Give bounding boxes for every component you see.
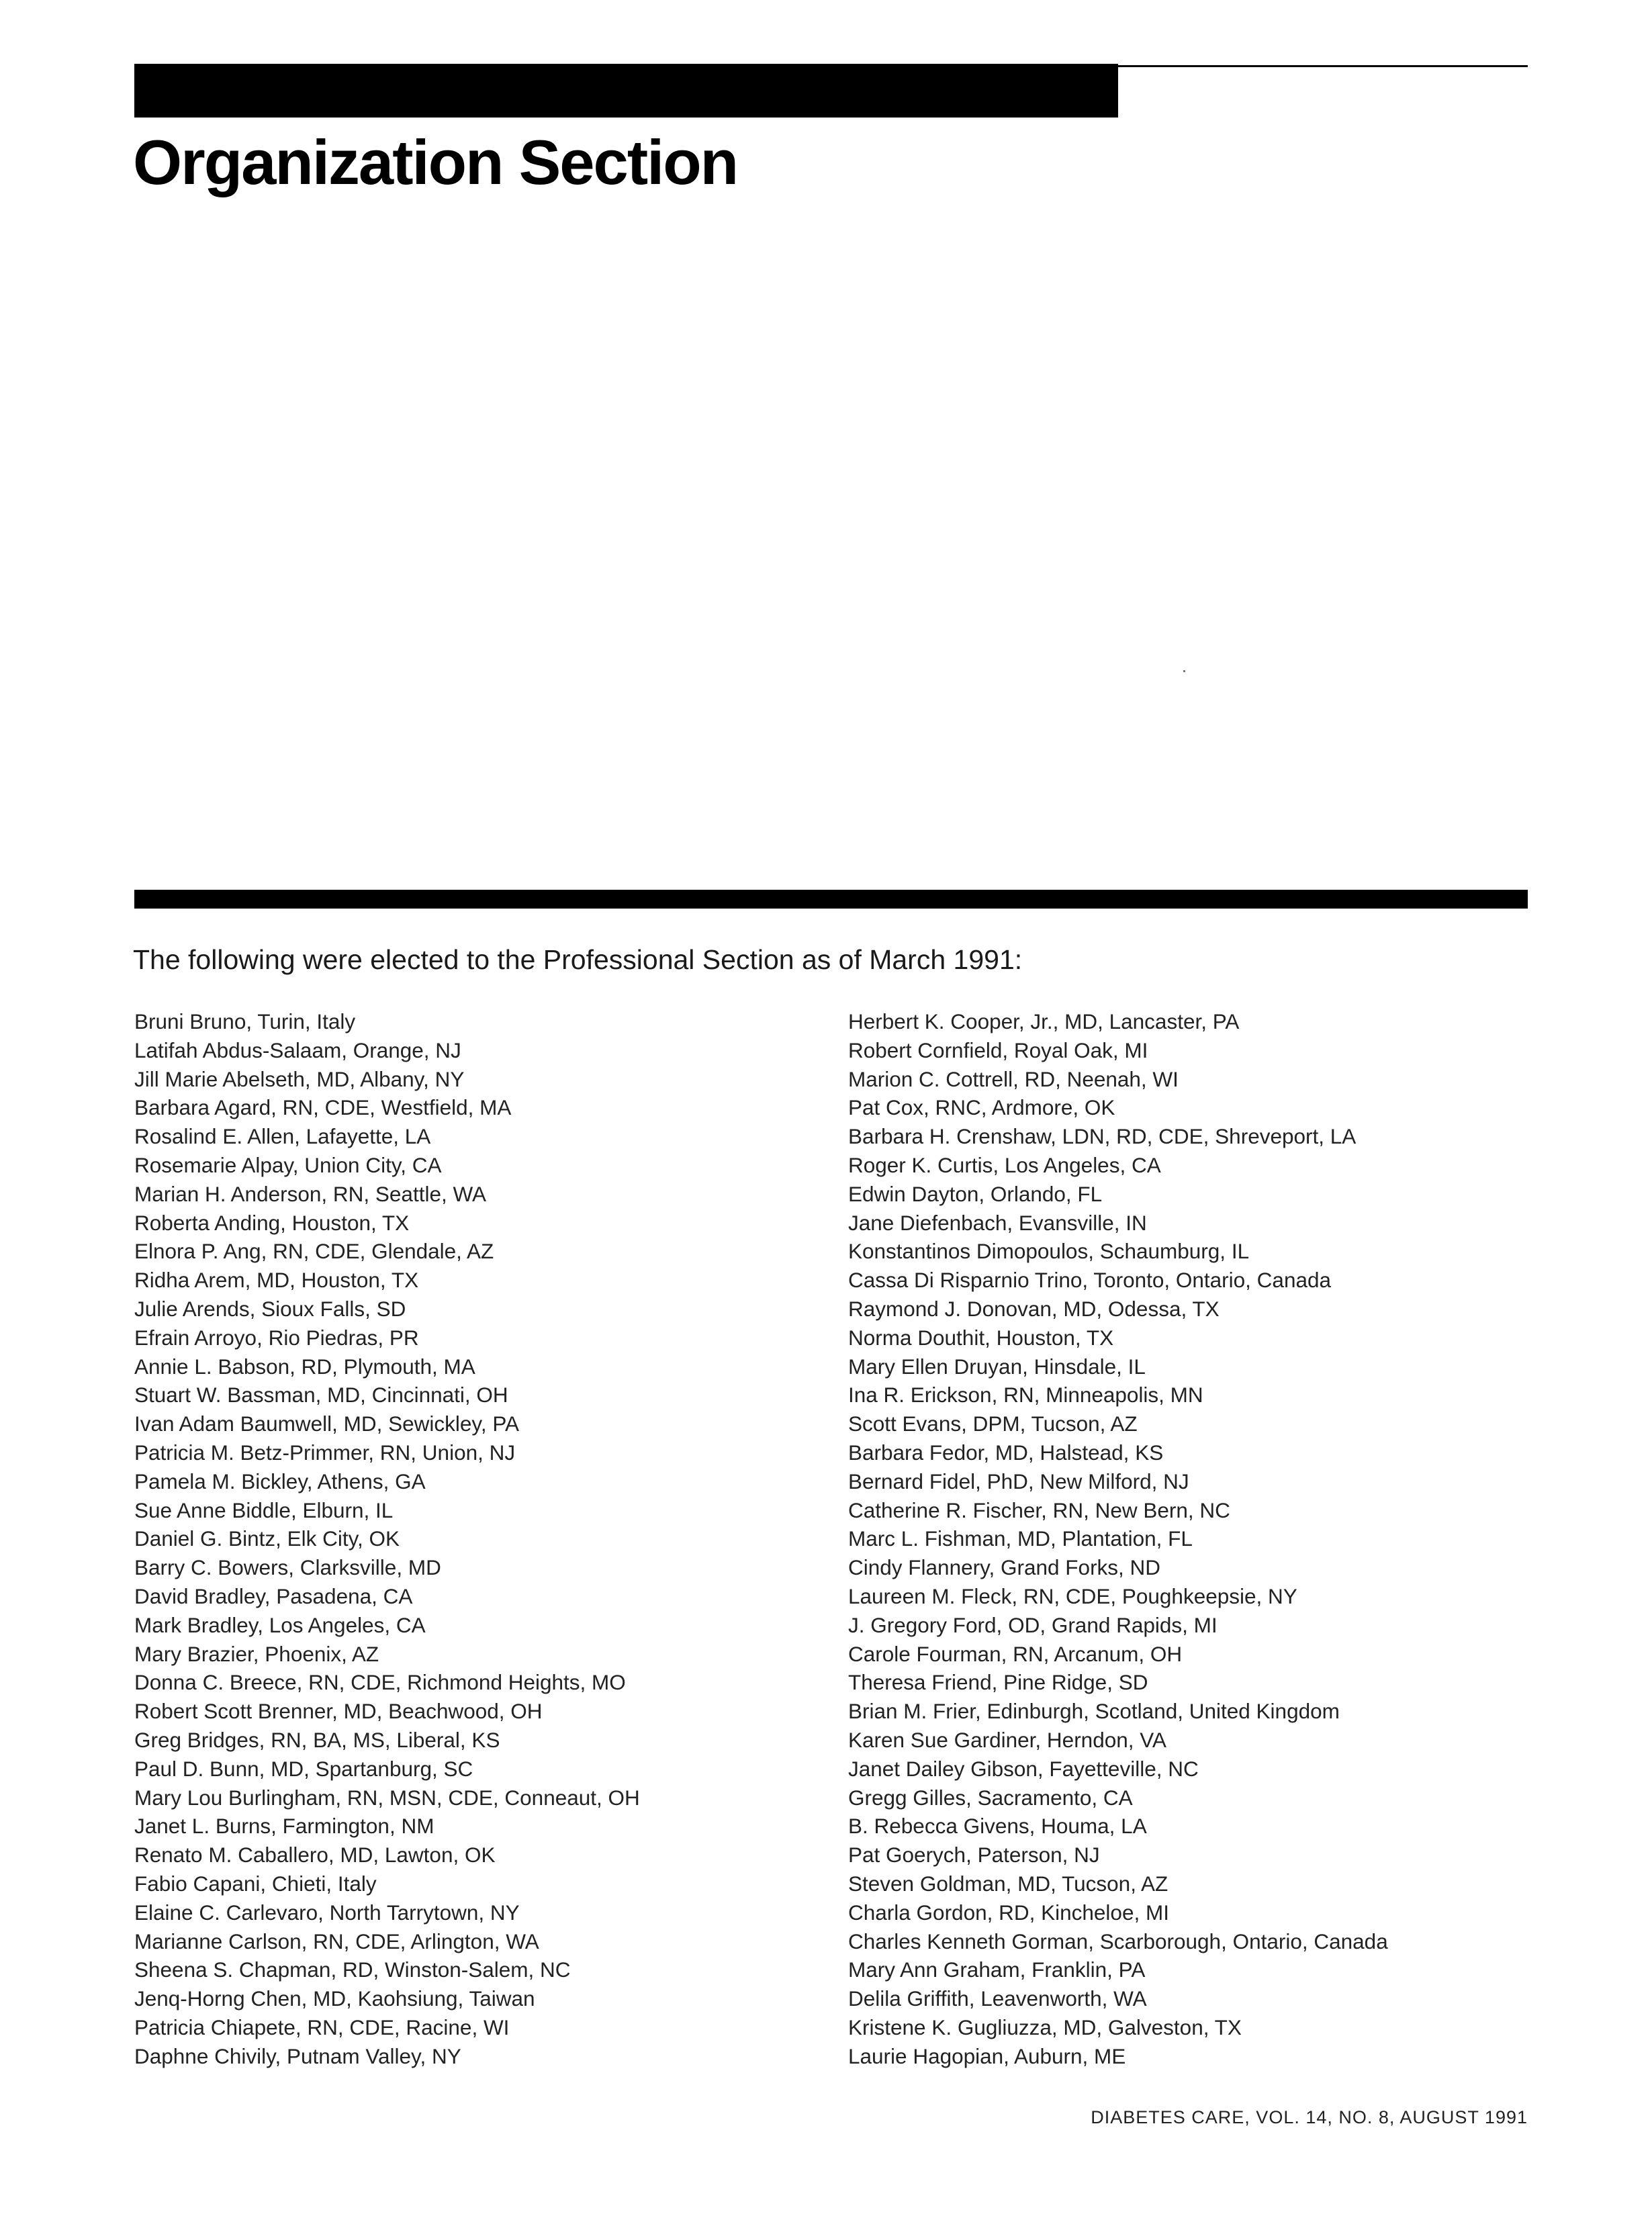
member-entry: Patricia Chiapete, RN, CDE, Racine, WI [134, 2015, 510, 2039]
member-entry: Sheena S. Chapman, RD, Winston-Salem, NC [134, 1957, 571, 1982]
header-bar [134, 64, 1118, 118]
member-entry: Laurie Hagopian, Auburn, ME [848, 2043, 1126, 2068]
member-entry: Barbara H. Crenshaw, LDN, RD, CDE, Shreveport, LA [848, 1124, 1357, 1149]
member-entry: Mark Bradley, Los Angeles, CA [134, 1612, 426, 1637]
member-entry: Latifah Abdus-Salaam, Orange, NJ [134, 1037, 461, 1062]
member-entry: Ina R. Erickson, RN, Minneapolis, MN [848, 1383, 1203, 1407]
member-entry: Catherine R. Fischer, RN, New Bern, NC [848, 1497, 1230, 1522]
scan-speck [1183, 670, 1185, 672]
member-entry: Pat Goerych, Paterson, NJ [848, 1843, 1100, 1867]
member-entry: Barbara Fedor, MD, Halstead, KS [848, 1440, 1164, 1465]
member-entry: Marian H. Anderson, RN, Seattle, WA [134, 1181, 487, 1206]
member-entry: Jane Diefenbach, Evansville, IN [848, 1210, 1147, 1235]
member-entry: Efrain Arroyo, Rio Piedras, PR [134, 1325, 419, 1350]
journal-citation: DIABETES CARE, VOL. 14, NO. 8, AUGUST 1991 [1091, 2107, 1528, 2127]
member-entry: Karen Sue Gardiner, Herndon, VA [848, 1727, 1166, 1752]
member-entry: Mary Ann Graham, Franklin, PA [848, 1957, 1146, 1982]
member-entry: Cassa Di Risparnio Trino, Toronto, Ontario, Canada [848, 1268, 1332, 1293]
member-entry: B. Rebecca Givens, Houma, LA [848, 1814, 1147, 1839]
members-list-right [848, 1007, 1388, 2070]
member-entry: Rosalind E. Allen, Lafayette, LA [134, 1124, 431, 1149]
member-entry: Pamela M. Bickley, Athens, GA [134, 1469, 426, 1493]
member-entry: Bruni Bruno, Turin, Italy [134, 1009, 356, 1033]
member-entry: Pat Cox, RNC, Ardmore, OK [848, 1095, 1115, 1120]
member-entry: Robert Cornfield, Royal Oak, MI [848, 1037, 1148, 1062]
member-entry: Gregg Gilles, Sacramento, CA [848, 1785, 1133, 1810]
member-entry: Roger K. Curtis, Los Angeles, CA [848, 1152, 1161, 1177]
member-entry: Ridha Arem, MD, Houston, TX [134, 1268, 419, 1293]
member-entry: Patricia M. Betz-Primmer, RN, Union, NJ [134, 1440, 516, 1465]
member-entry: Barry C. Bowers, Clarksville, MD [134, 1555, 441, 1580]
member-entry: Edwin Dayton, Orlando, FL [848, 1181, 1103, 1206]
member-entry: Marc L. Fishman, MD, Plantation, FL [848, 1526, 1193, 1551]
member-entry: Jill Marie Abelseth, MD, Albany, NY [134, 1066, 465, 1091]
member-entry: Ivan Adam Baumwell, MD, Sewickley, PA [134, 1412, 520, 1436]
member-entry: Brian M. Frier, Edinburgh, Scotland, United Kingdom [848, 1699, 1340, 1724]
member-entry: Rosemarie Alpay, Union City, CA [134, 1152, 442, 1177]
member-entry: Julie Arends, Sioux Falls, SD [134, 1296, 406, 1321]
member-entry: Annie L. Babson, RD, Plymouth, MA [134, 1354, 475, 1379]
member-entry: Jenq-Horng Chen, MD, Kaohsiung, Taiwan [134, 1986, 535, 2011]
member-entry: Greg Bridges, RN, BA, MS, Liberal, KS [134, 1727, 500, 1752]
member-entry: Kristene K. Gugliuzza, MD, Galveston, TX [848, 2015, 1242, 2039]
members-list-left [134, 1007, 640, 2070]
member-entry: Delila Griffith, Leavenworth, WA [848, 1986, 1147, 2011]
member-entry: Paul D. Bunn, MD, Spartanburg, SC [134, 1756, 473, 1781]
member-entry: Konstantinos Dimopoulos, Schaumburg, IL [848, 1239, 1250, 1264]
header-rule [1118, 65, 1528, 67]
member-entry: Mary Ellen Druyan, Hinsdale, IL [848, 1354, 1146, 1379]
member-entry: Janet L. Burns, Farmington, NM [134, 1814, 434, 1839]
member-entry: Marion C. Cottrell, RD, Neenah, WI [848, 1066, 1179, 1091]
page-title: Organization Section [133, 127, 738, 197]
member-entry: David Bradley, Pasadena, CA [134, 1583, 413, 1608]
member-entry: Steven Goldman, MD, Tucson, AZ [848, 1871, 1168, 1896]
member-entry: Mary Lou Burlingham, RN, MSN, CDE, Conneaut, OH [134, 1785, 640, 1810]
member-entry: Donna C. Breece, RN, CDE, Richmond Heights, MO [134, 1670, 626, 1695]
member-entry: Janet Dailey Gibson, Fayetteville, NC [848, 1756, 1199, 1781]
member-entry: Carole Fourman, RN, Arcanum, OH [848, 1641, 1183, 1666]
member-entry: Charles Kenneth Gorman, Scarborough, Ontario, Canada [848, 1929, 1388, 1953]
member-entry: Marianne Carlson, RN, CDE, Arlington, WA [134, 1929, 539, 1953]
member-entry: Bernard Fidel, PhD, New Milford, NJ [848, 1469, 1189, 1493]
member-entry: Roberta Anding, Houston, TX [134, 1210, 410, 1235]
member-entry: Elaine C. Carlevaro, North Tarrytown, NY [134, 1900, 520, 1925]
member-entry: Robert Scott Brenner, MD, Beachwood, OH [134, 1699, 543, 1724]
member-entry: Cindy Flannery, Grand Forks, ND [848, 1555, 1161, 1580]
intro-text: The following were elected to the Professional Section as of March 1991: [133, 944, 1023, 975]
member-entry: Daniel G. Bintz, Elk City, OK [134, 1526, 400, 1551]
member-entry: Renato M. Caballero, MD, Lawton, OK [134, 1843, 496, 1867]
member-entry: Mary Brazier, Phoenix, AZ [134, 1641, 379, 1666]
member-entry: Norma Douthit, Houston, TX [848, 1325, 1114, 1350]
member-entry: Fabio Capani, Chieti, Italy [134, 1871, 377, 1896]
member-entry: Herbert K. Cooper, Jr., MD, Lancaster, PA [848, 1009, 1240, 1033]
member-entry: Charla Gordon, RD, Kincheloe, MI [848, 1900, 1169, 1925]
member-entry: Sue Anne Biddle, Elburn, IL [134, 1497, 394, 1522]
member-entry: Barbara Agard, RN, CDE, Westfield, MA [134, 1095, 512, 1120]
member-entry: Stuart W. Bassman, MD, Cincinnati, OH [134, 1383, 508, 1407]
member-entry: J. Gregory Ford, OD, Grand Rapids, MI [848, 1612, 1218, 1637]
member-entry: Theresa Friend, Pine Ridge, SD [848, 1670, 1148, 1695]
member-entry: Raymond J. Donovan, MD, Odessa, TX [848, 1296, 1220, 1321]
member-entry: Daphne Chivily, Putnam Valley, NY [134, 2043, 461, 2068]
member-entry: Scott Evans, DPM, Tucson, AZ [848, 1412, 1138, 1436]
member-entry: Elnora P. Ang, RN, CDE, Glendale, AZ [134, 1239, 494, 1264]
section-divider-bar [134, 890, 1528, 909]
member-entry: Laureen M. Fleck, RN, CDE, Poughkeepsie, NY [848, 1583, 1297, 1608]
